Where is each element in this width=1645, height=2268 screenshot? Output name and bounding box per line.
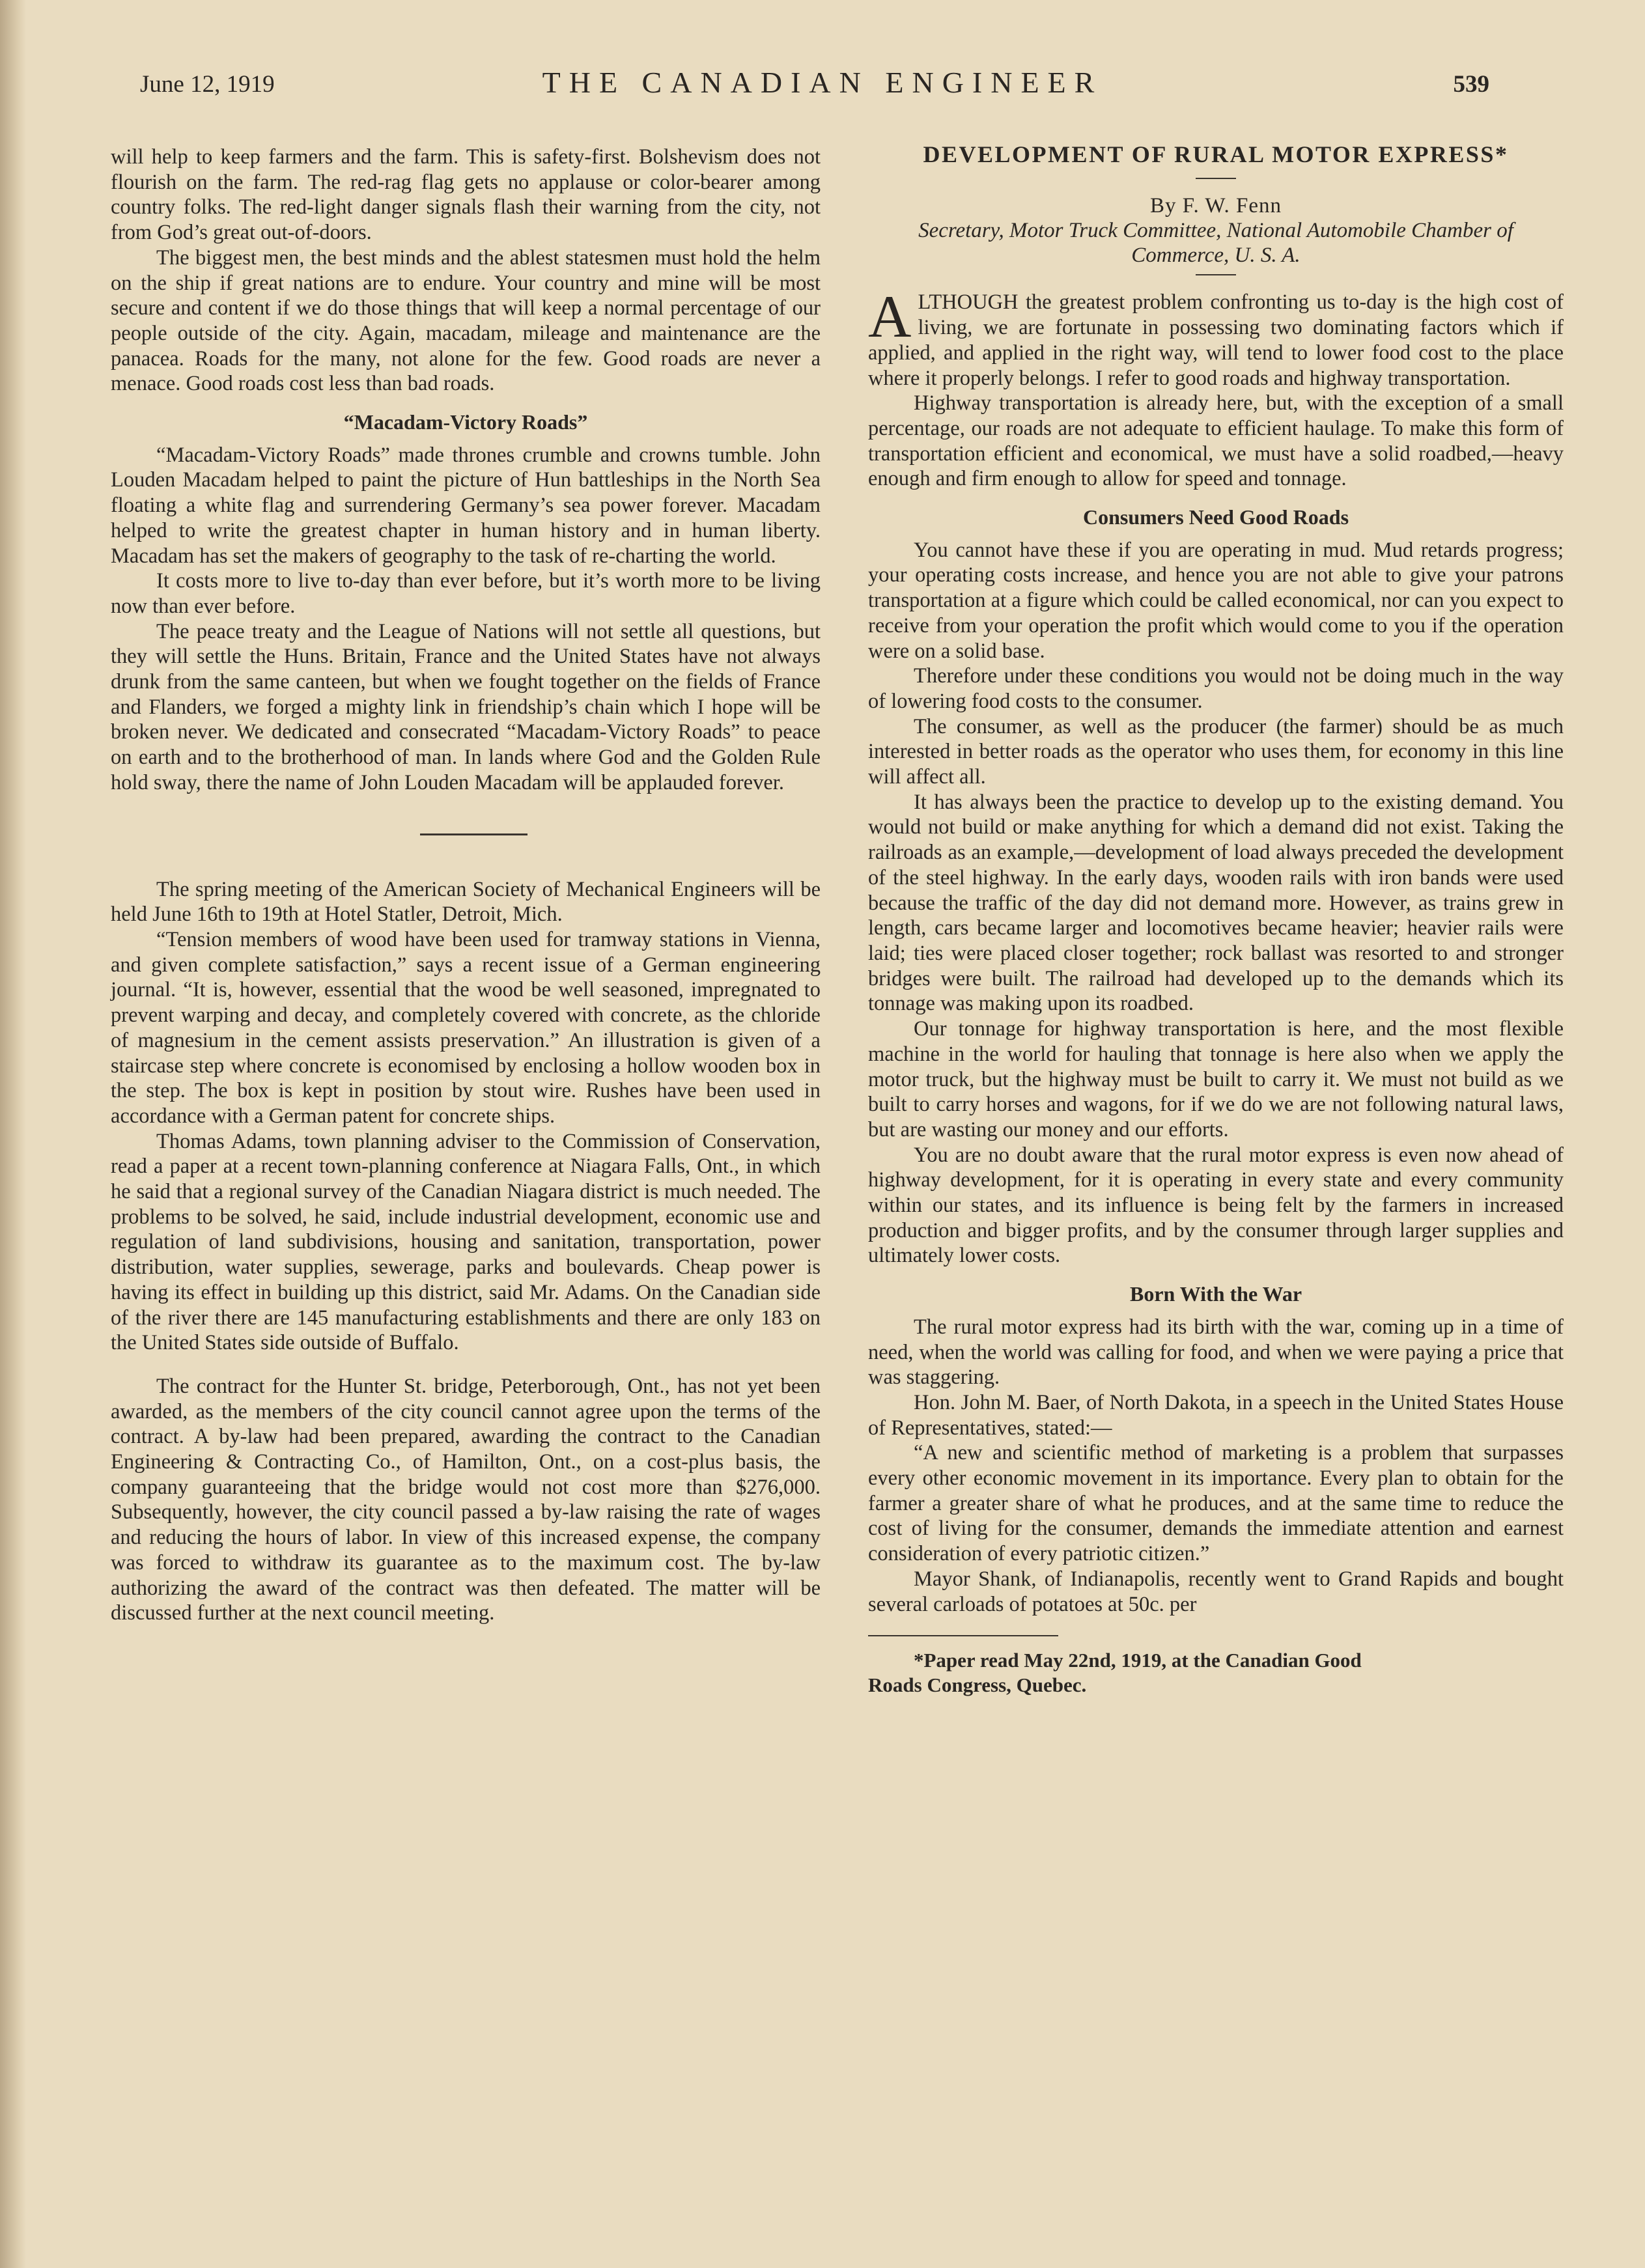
running-header	[0, 65, 1645, 104]
paragraph: The biggest men, the best minds and the ablest statesmen must hold the helm on the ship if great nations are to endure. Your country and mine will be most secure and content if we do those things that will keep a normal percentage of our people outside of the city. Again, macadam, mileage and maintenance are the panacea. Roads for the many, not alone for the few. Good roads are never a menace. Good roads cost less than bad roads.	[111, 245, 821, 396]
footnote	[868, 1648, 1564, 1698]
news-item: Thomas Adams, town planning adviser to the Commission of Conservation, read a paper at a recent town-planning conference at Niagara Falls, Ont., in which he said that a regional survey of the Canadian Niagara district is much needed. The problems to be solved, he said, include industrial development, economic use and regulation of land subdivisions, housing and sanitation, transportation, power distribution, water supplies, sewerage, parks and boulevards. Cheap power is having its effect in building up this district, said Mr. Adams. On the Canadian side of the river there are 145 manufacturing establishments and there are only 183 on the United States side outside of Buffalo.	[111, 1129, 821, 1355]
title-rule	[1196, 178, 1236, 179]
paragraph: The peace treaty and the League of Nations will not settle all questions, but they will settle the Huns. Britain, France and the United States have not always drunk from the same canteen, but when we fought together on the fields of France and Flanders, we forged a mighty link in friendship’s chain which I hope will be broken never. We dedicated and consecrated “Macadam-Victory Roads” to peace on earth and to the brotherhood of man. In lands where God and the Golden Rule hold sway, there the name of John Louden Macadam will be applauded forever.	[111, 619, 821, 794]
paragraph: Highway transportation is already here, but, with the exception of a small percentage, our roads are not adequate to efficient haulage. To make this form of transportation efficient and economical, we must have a solid roadbed,—heavy enough and firm enough to allow for speed and tonnage.	[868, 391, 1564, 491]
paragraph: You are no doubt aware that the rural motor express is even now ahead of highway development, for it is operating in every state and every community within our states, and its influence is being felt by the farmers in increased production and bigger profits, and by the consumer through larger supplies and ultimately lower costs.	[868, 1143, 1564, 1268]
section-heading-born-war: Born With the War	[1129, 1282, 1302, 1306]
paragraph: It has always been the practice to develop up to the existing demand. You would not build or make anything for which a demand did not exist. Taking the railroads as an example,—development of load always preceded the development of the steel highway. In the early days, wooden rails with iron bands were used because the traffic of the day did not demand more. However, as trains grew in length, cars became larger and locomotives became heavier; heavier rails were laid; ties were placed closer together; rock ballast was resorted to and stronger bridges were built. The railroad had developed up to the demands which its tonnage was making upon its roadbed.	[868, 790, 1564, 1016]
byline: By F. W. Fenn	[1150, 193, 1282, 217]
footnote-line: *Paper read May 22nd, 1919, at the Canadian Good	[914, 1649, 1362, 1672]
section-heading-macadam: “Macadam-Victory Roads”	[343, 410, 588, 434]
news-item: The spring meeting of the American Society of Mechanical Engineers will be held June 16th to 19th at Hotel Statler, Detroit, Mich.	[111, 877, 821, 927]
page-edge-shadow	[0, 0, 26, 2268]
footnote-rule	[868, 1635, 1058, 1636]
footnote-line: Roads Congress, Quebec.	[868, 1673, 1087, 1697]
author-affiliation: Secretary, Motor Truck Committee, National Automobile Chamber of Commerce, U. S. A.	[918, 219, 1513, 268]
section-heading-consumers: Consumers Need Good Roads	[1082, 505, 1349, 529]
section-divider	[420, 833, 527, 835]
paragraph: “Macadam-Victory Roads” made thrones crumble and crowns tumble. John Louden Macadam helped to paint the picture of Hun battleships in the North Sea floating a white flag and surrendering Germany’s sea power forever. Macadam helped to write the greatest chapter in human history and in human liberty. Macadam has set the makers of geography to the task of re-charting the world.	[111, 443, 821, 568]
left-column	[111, 145, 821, 1626]
paragraph: You cannot have these if you are operating in mud. Mud retards progress; your operating costs increase, and hence you are not able to give your patrons transportation at a figure which could be called economical, nor can you expect to receive from your operation the profit which would come to you if the operation were on a solid base.	[868, 538, 1564, 663]
paragraph: Our tonnage for highway transportation is here, and the most flexible machine in the world for hauling that tonnage is here also when we apply the motor truck, but the highway must be built to carry it. We must not build as we built to carry horses and wagons, for if we do we are not following natural laws, but are wasting our money and our efforts.	[868, 1017, 1564, 1141]
right-column	[868, 142, 1564, 1698]
paragraph: The consumer, as well as the producer (the farmer) should be as much interested in better roads as the operator who uses them, for economy in this line will affect all.	[868, 714, 1564, 789]
paragraph: The rural motor express had its birth with the war, coming up in a time of need, when the world was calling for food, and when we were paying a price that was staggering.	[868, 1315, 1564, 1390]
paragraph: Therefore under these conditions you would not be doing much in the way of lowering food costs to the consumer.	[868, 664, 1564, 713]
drop-cap: A	[868, 283, 912, 350]
lead-paragraph	[868, 283, 1564, 391]
page-number: 539	[1453, 71, 1489, 98]
news-item: “Tension members of wood have been used for tramway stations in Vienna, and given complete satisfaction,” says a recent issue of a German engineering journal. “It is, however, essential that the wood be well seasoned, impregnated to prevent warping and decay, and completely covered with concrete, as the chloride of magnesium in the cement assists preservation.” An illustration is given of a staircase step where concrete is economised by enclosing a hollow wooden box in the step. The box is kept in position by stout wire. Rushes have been used in accordance with a German patent for concrete ships.	[111, 927, 821, 1128]
lead-text: LTHOUGH the greatest problem confronting us to-day is the high cost of living, we are fortunate in possessing two dominating factors which if applied, and applied in the right way, will tend to lower food cost to the place where it properly belongs. I refer to good roads and highway transportation.	[868, 290, 1564, 390]
paragraph: It costs more to live to-day than ever before, but it’s worth more to be living now than ever before.	[111, 569, 821, 618]
paragraph: will help to keep farmers and the farm. This is safety-first. Bolshevism does not flourish on the farm. The red-rag flag gets no applause or color-bearer among country folks. The red-light danger signals flash their warning from the city, not from God’s great out-of-doors.	[111, 145, 821, 245]
paragraph: Hon. John M. Baer, of North Dakota, in a speech in the United States House of Representatives, stated:—	[868, 1390, 1564, 1440]
paragraph: “A new and scientific method of marketing is a problem that surpasses every other economic movement in its importance. Every plan to obtain for the farmer a greater share of what he produces, and at the same time to reduce the cost of living for the consumer, demands the immediate attention and earnest consideration of every patriotic citizen.”	[868, 1441, 1564, 1566]
paragraph: Mayor Shank, of Indianapolis, recently went to Grand Rapids and bought several carloads of potatoes at 50c. per	[868, 1567, 1564, 1616]
article-title: DEVELOPMENT OF RURAL MOTOR EXPRESS*	[923, 141, 1509, 167]
journal-title: THE CANADIAN ENGINEER	[542, 66, 1103, 99]
byline-rule	[1196, 274, 1236, 275]
header-date: June 12, 1919	[140, 71, 275, 98]
news-item: The contract for the Hunter St. bridge, Peterborough, Ont., has not yet been awarded, as the members of the city council cannot agree upon the terms of the contract. A by-law had been prepared, awarding the contract to the Canadian Engineering & Contracting Co., of Hamilton, Ont., on a cost-plus basis, the company guaranteeing that the bridge would not cost more than $276,000. Subsequently, however, the city council passed a by-law raising the rate of wages and reducing the hours of labor. In view of this increased expense, the company was forced to withdraw its guarantee as to the maximum cost. The by-law authorizing the award of the contract was then defeated. The matter will be discussed further at the next council meeting.	[111, 1374, 821, 1625]
